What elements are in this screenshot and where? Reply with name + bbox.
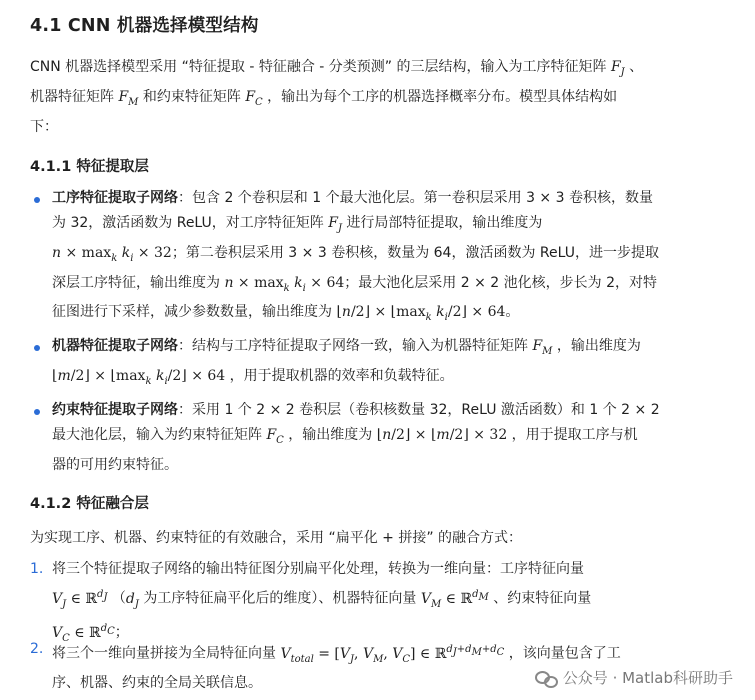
list-item <box>52 334 730 394</box>
math-FC: $F_C$ <box>266 427 284 446</box>
item-text: 。 <box>505 304 520 321</box>
item-text: ：包含 2 个卷积层和 1 个最大池化层。第一卷积层采用 3 × 3 卷积核，数量 <box>178 190 653 206</box>
math-VJ: $V_J$ <box>52 590 67 610</box>
item-text: ，用于提取机器的效率和负载特征。 <box>225 367 454 384</box>
section-title: 4.1 CNN 机器选择模型结构 <box>30 16 259 36</box>
intro-line-3: 下： <box>30 118 58 135</box>
item-text: 最大池化层，输入为约束特征矩阵 <box>52 427 267 443</box>
step-text: 序、机器、约束的全局关联信息。 <box>52 675 262 692</box>
list-item: 将三个特征提取子网络的输出特征图分别扁平化处理，转换为一维向量：工序特征向量 $V_J$ ∈ ℝ$^{d_J}$ （$d_J$ 为工序特征扁平化后的维度）、机器特征向量 $V_M$ ∈ ℝ$^{d_M}$ 、约束特征向量 $V_C$ ∈ ℝ$^{d_C}$； <box>52 557 730 651</box>
math-FJ: $F_J$ <box>610 59 625 78</box>
item-text: 为 32，激活函数为 ReLU，对工序特征矩阵 <box>52 215 329 231</box>
intro-line-2b: 和约束特征矩阵 <box>138 88 246 105</box>
bullet-icon <box>34 345 40 351</box>
math-FC: $F_C$ <box>245 88 263 108</box>
list-item: 工序特征提取子网络：包含 2 个卷积层和 1 个最大池化层。第一卷积层采用 3 × 3 卷积核，数量 为 32，激活函数为 ReLU，对工序特征矩阵 $F_J$ 进行局部特征提取，输出维度为 $n \times \max_k k_i \times 32$；第二卷积层采用 3 × 3 卷积核，数量为 64，激活函数为 ReLU，进一步提取 深层工序特征，输出维度为 $n \times \max_k k_i \times 64$；最大池化层采用 2 × 2 池化核，步长为 2，对特 征图进行下采样，减少参数数量，输出维度为 ⌊n/2⌋ × $⌊\max_k$ $k_i/2⌋ \times 64$。 <box>52 190 659 324</box>
step-text: 将三个一维向量拼接为全局特征向量 <box>52 645 281 662</box>
math-dim32: n <box>52 244 62 261</box>
item-text: 深层工序特征，输出维度为 <box>52 274 225 291</box>
step-number: 1. <box>30 561 44 577</box>
item-label: 约束特征提取子网络 <box>52 402 178 418</box>
list-item: 将三个一维向量拼接为全局特征向量 $V_{total} = [V_J$, $V_M$, $V_C$] ∈ ℝ$^{d_J+d_M+d_C}$ ，该向量包含了工 序、机器、约束的全局关联信息。 <box>52 637 730 696</box>
math-Vtotal: $V_{total}$ <box>280 645 314 665</box>
step-number: 2. <box>30 641 44 657</box>
intro-line-1: CNN 机器选择模型采用 “特征提取 - 特征融合 - 分类预测” 的三层结构，输入为工序特征矩阵 <box>30 59 611 75</box>
subsection-title-2: 4.1.2 特征融合层 <box>30 496 149 512</box>
math-FM: $F_M$ <box>118 88 139 108</box>
math-dimpool: ⌊n/2⌋ × $⌊\max_k$ $k_i/2⌋ \times 64$ <box>336 304 506 324</box>
step-text: 将三个特征提取子网络的输出特征图分别扁平化处理，转换为一维向量：工序特征向量 <box>52 561 584 577</box>
intro-line-2c: ，输出为每个工序的机器选择概率分布。模型具体结构如 <box>262 88 618 105</box>
item-text: 进行局部特征提取，输出维度为 <box>341 215 543 231</box>
step-text: 为工序特征扁平化后的维度）、机器特征向量 <box>138 590 421 607</box>
watermark <box>535 667 733 688</box>
math-dimM: ⌊m/2⌋ × $⌊\max_k$ $k_i/2⌋ \times 64$ <box>52 367 226 387</box>
intro-line-1-tail: 、 <box>624 59 644 75</box>
subsection-title-1: 4.1.1 特征提取层 <box>30 159 149 175</box>
math-VC: $V_C$ <box>52 625 70 644</box>
bullet-icon <box>34 409 40 415</box>
step-text: 、约束特征向量 <box>488 590 592 607</box>
wechat-icon <box>535 669 557 687</box>
item-text: ；第二卷积层采用 3 × 3 卷积核，数量为 64，激活函数为 ReLU，进一步提取 <box>171 244 659 261</box>
intro-paragraph <box>30 55 730 139</box>
item-text: ；最大池化层采用 2 × 2 池化核，步长为 2，对特 <box>344 274 657 291</box>
bullet-icon <box>34 197 40 203</box>
item-text: ：采用 1 个 2 × 2 卷积层（卷积核数量 32，ReLU 激活函数）和 1 个 2 × 2 <box>178 402 660 418</box>
item-text: 器的可用约束特征。 <box>52 456 178 473</box>
step-text: ； <box>114 625 129 642</box>
item-text: ，输出维度为 <box>552 338 641 354</box>
fusion-intro: 为实现工序、机器、约束特征的有效融合，采用 “扁平化 + 拼接” 的融合方式： <box>30 530 523 546</box>
math-dJ: $d_J$ <box>125 590 139 610</box>
item-label: 工序特征提取子网络 <box>52 190 178 206</box>
step-text: （ <box>111 590 126 607</box>
step-text: ，该向量包含了工 <box>504 645 621 662</box>
math-VM: $V_M$ <box>420 590 442 610</box>
item-text: ：结构与工序特征提取子网络一致，输入为机器特征矩阵 <box>178 338 533 354</box>
item-text: 征图进行下采样，减少参数数量，输出维度为 <box>52 304 337 321</box>
item-label: 机器特征提取子网络 <box>52 338 178 354</box>
item-text: ，输出维度为 <box>283 427 377 443</box>
item-text: ，用于提取工序与机 <box>507 427 638 443</box>
list-item <box>52 398 730 478</box>
math-FJ: $F_J$ <box>328 215 342 234</box>
math-FM: $F_M$ <box>532 338 553 357</box>
intro-line-2a: 机器特征矩阵 <box>30 88 119 105</box>
math-dimC: ⌊n/2⌋ × ⌊m/2⌋ × 32 <box>376 427 508 443</box>
math-dim64: n <box>224 274 234 291</box>
watermark-text: 公众号 · Matlab科研助手 <box>562 669 733 687</box>
